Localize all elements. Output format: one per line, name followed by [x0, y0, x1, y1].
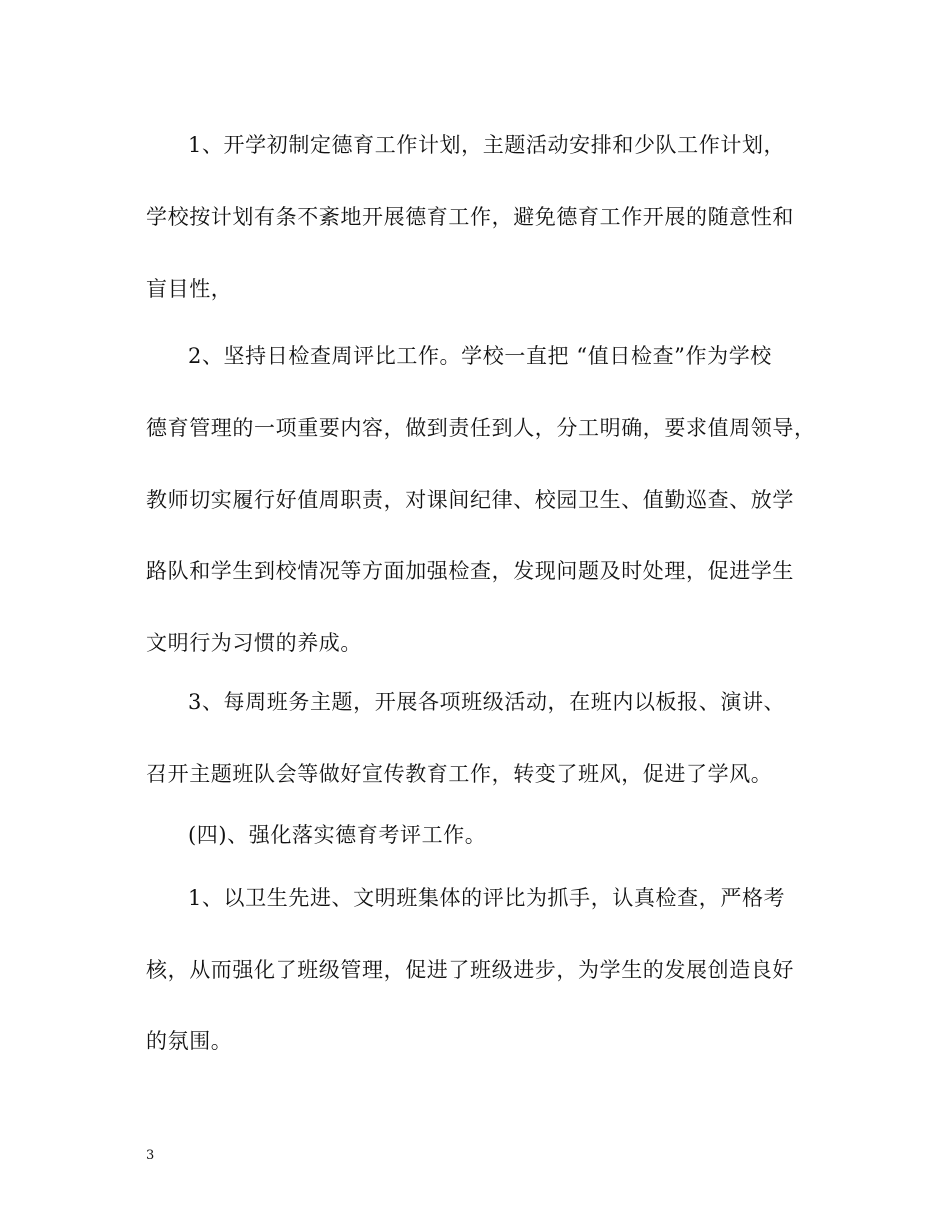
paragraph-4-line-2: 核，从而强化了班级管理，促进了班级进步，为学生的发展创造良好 [146, 958, 794, 982]
paragraph-4-line-1: 1、以卫生先进、文明班集体的评比为抓手，认真检查，严格考 [188, 886, 786, 910]
paragraph-3-line-1: 3、每周班务主题，开展各项班级活动，在班内以板报、演讲、 [188, 690, 786, 714]
paragraph-1-line-1: 1、开学初制定德育工作计划，主题活动安排和少队工作计划， [188, 133, 786, 157]
page-number: 3 [146, 1148, 155, 1163]
paragraph-3-line-2: 召开主题班队会等做好宣传教育工作，转变了班风，促进了学风。 [146, 762, 773, 786]
paragraph-2-line-1: 2、坚持日检查周评比工作。学校一直把 “值日检查”作为学校 [188, 344, 772, 368]
paragraph-2-line-3: 教师切实履行好值周职责，对课间纪律、校园卫生、值勤巡查、放学 [146, 488, 794, 512]
paragraph-4-line-3: 的氛围。 [146, 1029, 233, 1053]
paragraph-2-line-2: 德育管理的一项重要内容，做到责任到人，分工明确，要求值周领导， [146, 416, 816, 440]
paragraph-1-line-3: 盲目性， [146, 277, 233, 301]
section-heading: (四)、强化落实德育考评工作。 [188, 823, 487, 847]
paragraph-2-line-5: 文明行为习惯的养成。 [146, 631, 362, 655]
paragraph-2-line-4: 路队和学生到校情况等方面加强检查，发现问题及时处理，促进学生 [146, 559, 794, 583]
paragraph-1-line-2: 学校按计划有条不紊地开展德育工作，避免德育工作开展的随意性和 [146, 205, 794, 229]
